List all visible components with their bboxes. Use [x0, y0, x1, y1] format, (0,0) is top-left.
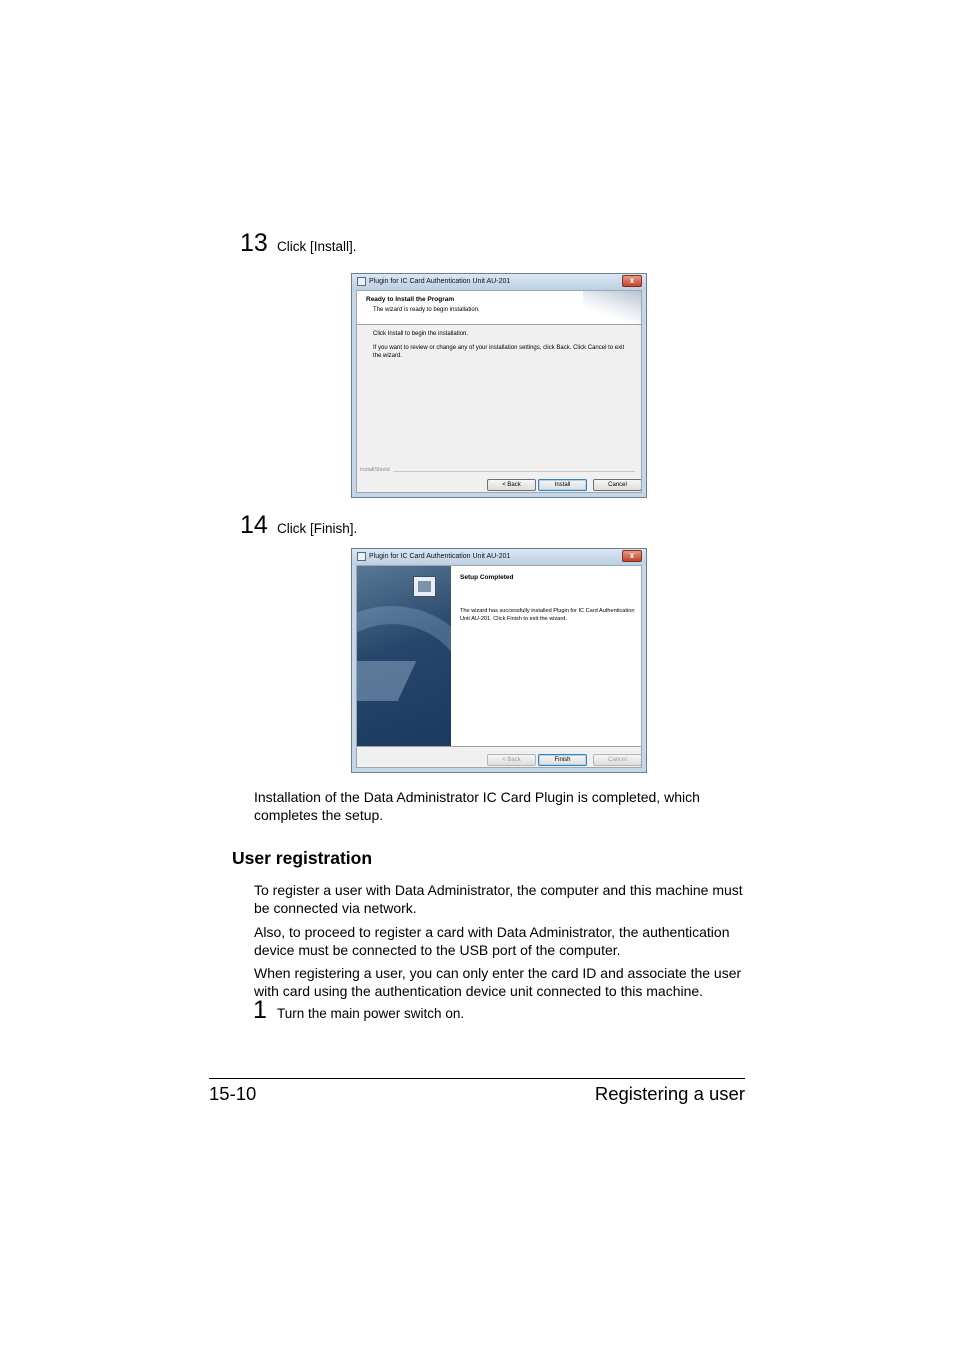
install-dialog-titlebar	[352, 274, 646, 290]
finish-dialog-title: Plugin for IC Card Authentication Unit AU-201	[369, 553, 511, 560]
cancel-button[interactable]: Cancel	[593, 479, 642, 491]
install-button[interactable]: Install	[538, 479, 587, 491]
footer-rule	[209, 1078, 745, 1079]
step-14-number: 14	[240, 511, 268, 539]
installer-app-icon	[357, 552, 366, 561]
section-paragraph-2: Also, to proceed to register a card with Data Administrator, the authentication device must be connected to the USB port of the computer.	[254, 924, 730, 958]
step-14-text: Click [Finish].	[277, 521, 358, 536]
chapter-title: Registering a user	[594, 1083, 745, 1104]
finish-dialog-screenshot	[351, 548, 647, 773]
install-dialog-title: Plugin for IC Card Authentication Unit AU-201	[369, 278, 511, 285]
page-curl-graphic	[583, 291, 641, 324]
step-1-number: 1	[253, 996, 267, 1024]
completion-paragraph: Installation of the Data Administrator IC Card Plugin is completed, which completes the setup.	[254, 789, 700, 823]
back-button[interactable]: < Back	[487, 754, 536, 766]
close-icon[interactable]: x	[622, 550, 642, 562]
installer-app-icon	[357, 277, 366, 286]
finish-dialog-divider	[357, 746, 641, 747]
back-button[interactable]: < Back	[487, 479, 536, 491]
install-dialog-header-subtitle: The wizard is ready to begin installation.	[373, 307, 480, 313]
finish-dialog-client	[356, 565, 642, 768]
close-icon[interactable]: x	[622, 275, 642, 287]
install-dialog-client	[356, 290, 642, 493]
wizard-side-banner	[357, 566, 451, 746]
step-1-text: Turn the main power switch on.	[277, 1006, 465, 1021]
setup-completed-message: The wizard has successfully installed Plugin for IC Card Authentication Unit AU-201. Click Finish to exit the wizard.	[460, 608, 635, 622]
step-13-number: 13	[240, 229, 268, 257]
install-dialog-body-line2: If you want to review or change any of your installation settings, click Back. Click Cancel to exit the wizard.	[373, 345, 625, 359]
finish-button[interactable]: Finish	[538, 754, 587, 766]
step-13-text: Click [Install].	[277, 239, 357, 254]
cancel-button[interactable]: Cancel	[593, 754, 642, 766]
section-paragraph-1: To register a user with Data Administrator, the computer and this machine must be connected via network.	[254, 882, 743, 916]
section-heading: User registration	[232, 848, 373, 868]
install-dialog-screenshot	[351, 273, 647, 498]
installshield-brand: InstallShield	[360, 467, 393, 473]
install-dialog-header-title: Ready to Install the Program	[366, 296, 455, 303]
page-number: 15-10	[209, 1083, 257, 1104]
setup-computer-icon	[413, 576, 436, 597]
finish-dialog-titlebar	[352, 549, 646, 565]
installshield-divider	[360, 471, 635, 472]
section-paragraph-3: When registering a user, you can only enter the card ID and associate the user with card using the authentication device unit connected to this machine.	[254, 965, 742, 999]
finish-dialog-content	[451, 566, 641, 746]
setup-completed-heading: Setup Completed	[460, 574, 514, 581]
install-dialog-body-line1: Click Install to begin the installation.	[373, 331, 469, 337]
install-dialog-header	[357, 291, 641, 325]
